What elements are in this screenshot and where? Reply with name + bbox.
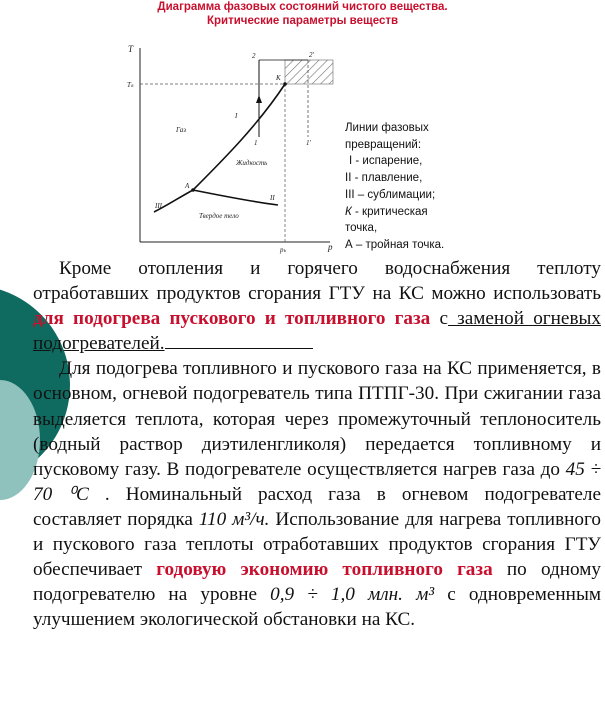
legend-item-a: А – тройная точка. bbox=[345, 238, 445, 251]
label-solid: Твердое тело bbox=[199, 212, 239, 220]
legend-item-i: I - испарение, bbox=[349, 155, 423, 168]
label-point-1: 1 bbox=[254, 139, 258, 147]
label-line-ii: II bbox=[270, 194, 275, 202]
legend-title bbox=[345, 120, 473, 137]
p2-flow: 110 м³/ч. bbox=[198, 508, 270, 530]
supercritical-region bbox=[285, 60, 333, 84]
legend-title-b: фазовых bbox=[381, 122, 429, 134]
title-line-2: Критические параметры веществ bbox=[206, 15, 399, 27]
legend-item-k bbox=[345, 204, 473, 221]
p1-underlined: заменой огневых подогревателей. bbox=[33, 308, 601, 355]
paragraph-1 bbox=[33, 256, 601, 356]
p1-text-1: Кроме отопления и горячего водоснабжения теплоту отработавших продуктов сгорания ГТУ на КС можно использовать bbox=[33, 258, 601, 305]
p2-highlight: годовую экономию топливного газа bbox=[156, 559, 493, 581]
label-point-2: 2 bbox=[252, 52, 256, 60]
legend-k-letter: К bbox=[345, 205, 352, 218]
curve-ii-melting bbox=[193, 190, 278, 205]
legend-k-dash: - bbox=[354, 205, 359, 218]
title-line-1: Диаграмма фазовых состояний чистого вещества. bbox=[157, 1, 448, 13]
body-text bbox=[33, 256, 601, 632]
p2-text-5: с одновременным улучшением экологической обстановки на КС. bbox=[33, 584, 601, 631]
legend-block bbox=[345, 120, 473, 254]
legend-item-ii: II - плавление, bbox=[345, 172, 423, 185]
label-line-iii: III bbox=[155, 202, 162, 210]
label-point-k: K bbox=[276, 74, 281, 82]
point-k-dot bbox=[283, 82, 287, 86]
label-line-i: I bbox=[235, 112, 238, 120]
label-point-1p: 1' bbox=[306, 139, 311, 147]
legend-title-a: Линии bbox=[345, 122, 379, 134]
label-axis-p: p bbox=[328, 242, 333, 252]
paragraph-2 bbox=[33, 356, 601, 632]
p1-text-2: с bbox=[430, 308, 448, 330]
page-title bbox=[0, 0, 605, 28]
point-a-dot bbox=[191, 188, 195, 192]
p2-text-4: по одному подогревателю на уровне bbox=[33, 559, 601, 606]
label-point-a: A bbox=[185, 182, 190, 190]
legend-item-iii: III – сублимации; bbox=[345, 188, 436, 201]
phase-diagram bbox=[118, 40, 338, 255]
legend-title-c: превращений: bbox=[345, 138, 422, 151]
p1-rule bbox=[165, 347, 313, 349]
label-gas: Газ bbox=[176, 126, 187, 134]
p2-volume: 0,9 ÷ 1,0 млн. м³ bbox=[270, 584, 435, 606]
label-liquid: Жидкость bbox=[236, 159, 268, 167]
label-axis-t: T bbox=[128, 44, 134, 54]
p2-text-2: . Номинальный расход газа в огневом подогревателе составляет порядка bbox=[33, 483, 602, 530]
label-pk: pₖ bbox=[280, 246, 287, 254]
p2-text-1: Для подогрева топливного и пускового газа на КС применяется, в основном, огневой подогреватель типа ПТПГ-30. При сжигании газа выделяется теплота, которая через промежуточный теплоноситель (водный раствор диэтиленгликоля) передается топливному и пусковому газу. В подогревателе осуществляется нагрев газа до bbox=[33, 358, 601, 480]
legend-k-word: критическая bbox=[362, 205, 428, 218]
curve-i-vaporization bbox=[193, 84, 285, 190]
process-arrow bbox=[256, 95, 262, 103]
label-tk: Tₖ bbox=[127, 81, 134, 89]
p2-temperature: 45 ÷ 70 ⁰С bbox=[33, 458, 602, 505]
p2-text-3: Использование для нагрева топливного и пускового газа теплоты отработавших продуктов сгорания ГТУ обеспечивает bbox=[33, 508, 601, 581]
label-point-2p: 2' bbox=[309, 51, 314, 59]
p1-highlight: для подогрева пускового и топливного газа bbox=[33, 308, 431, 330]
legend-k-tail: точка, bbox=[345, 222, 378, 235]
